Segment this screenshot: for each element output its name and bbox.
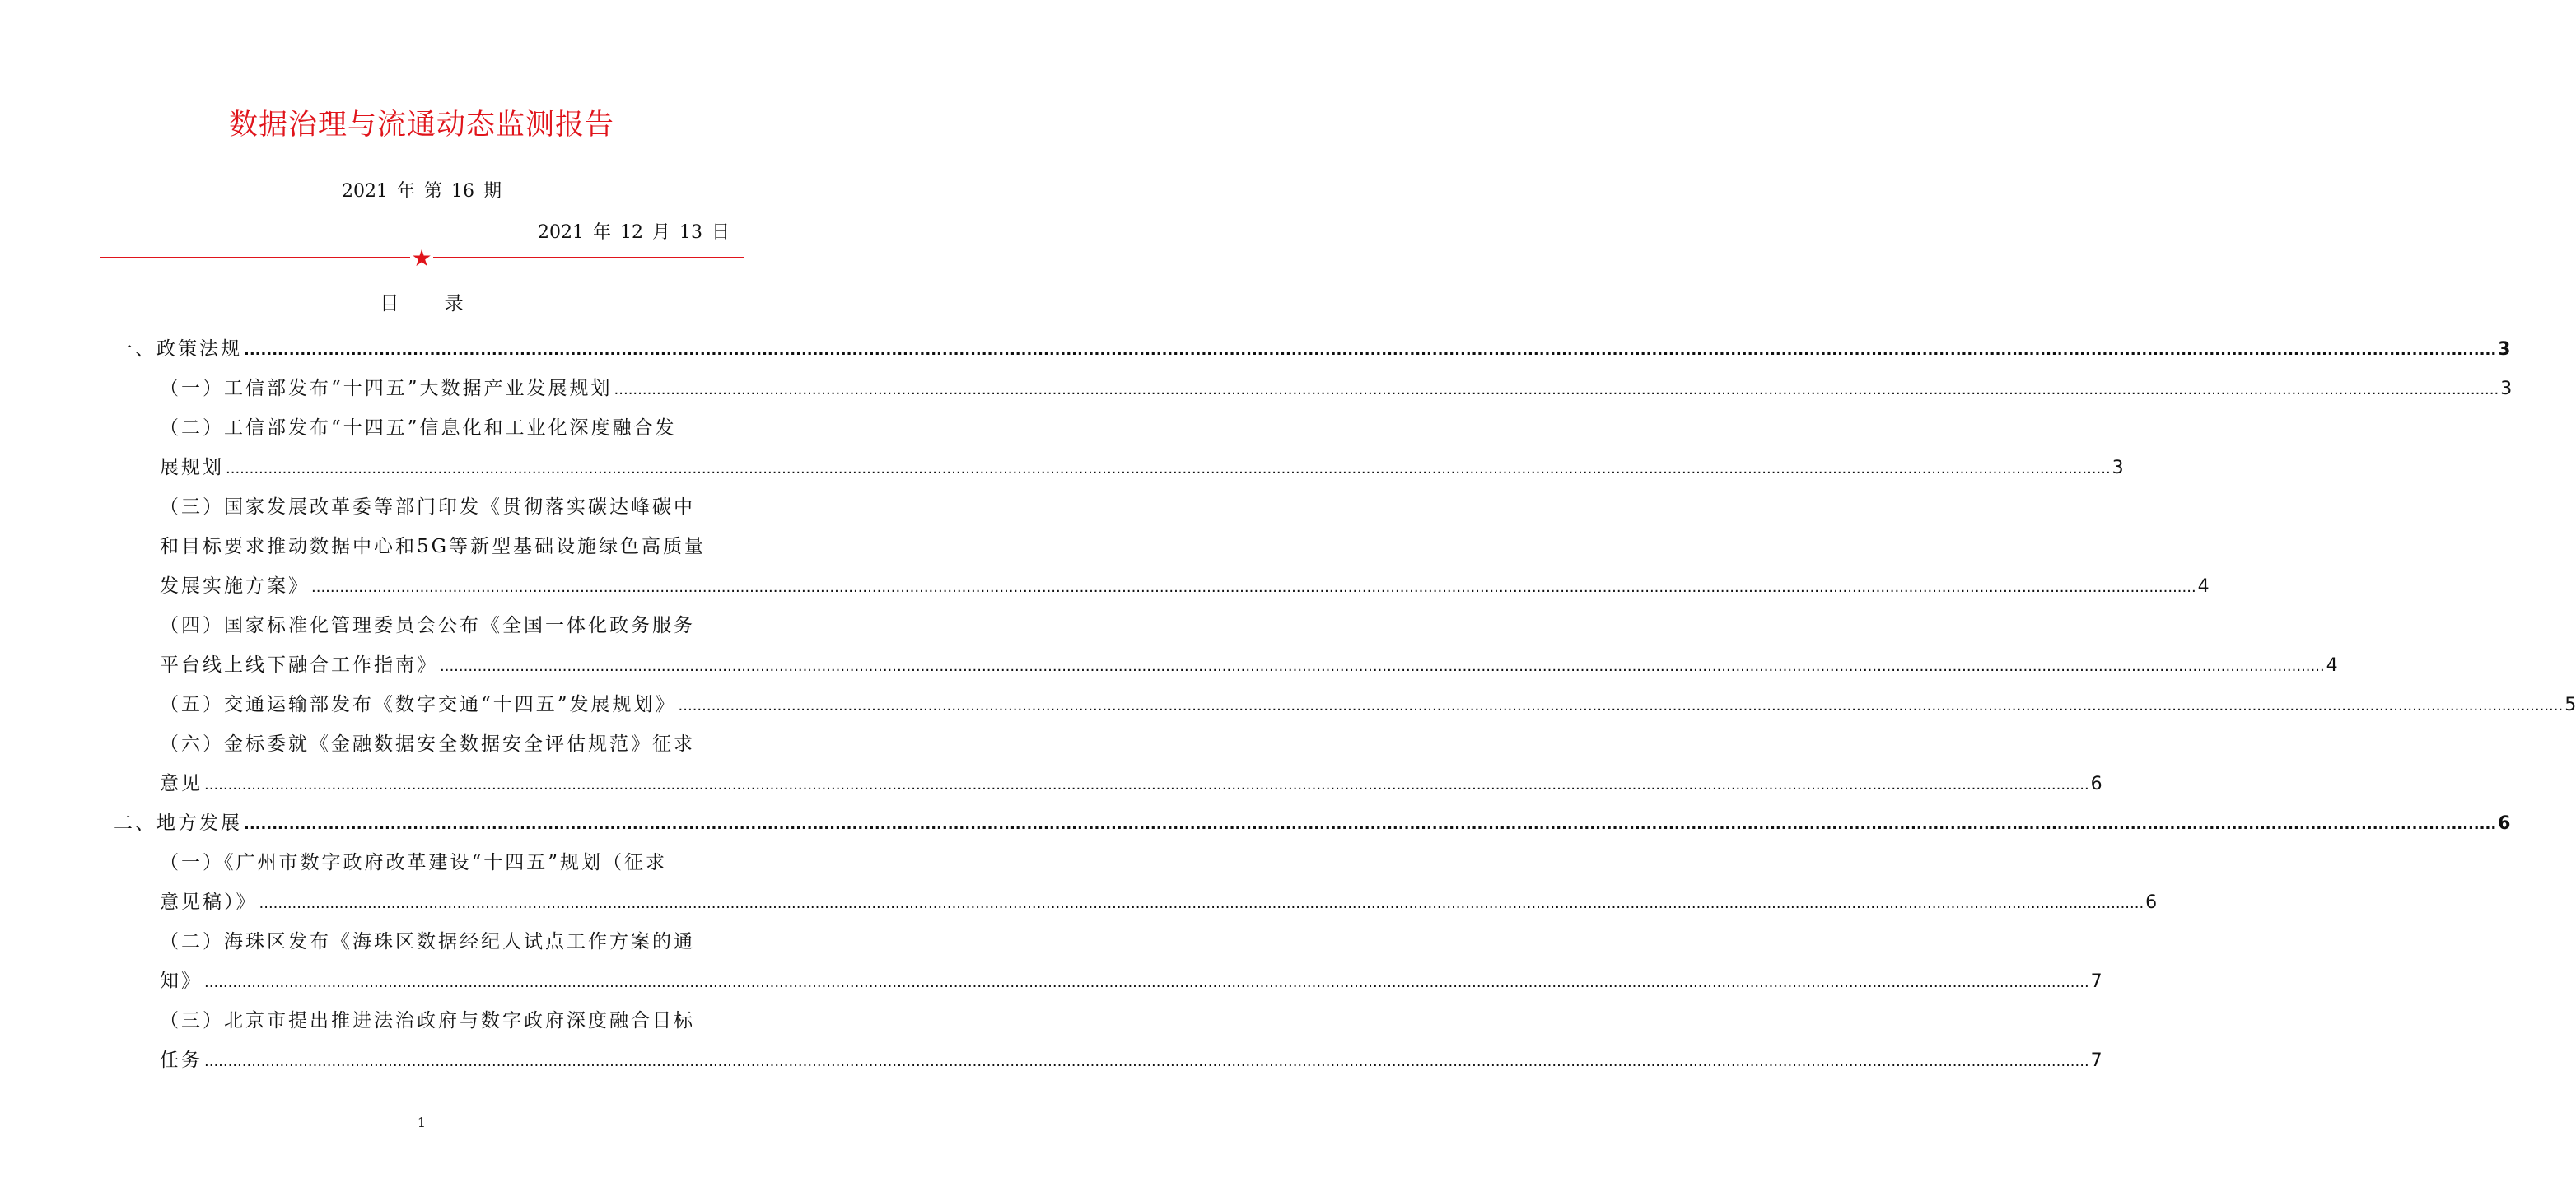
toc-entry[interactable] bbox=[160, 645, 2338, 685]
toc-entry-text: （五）交通运输部发布《数字交通“十四五”发展规划》 bbox=[160, 694, 677, 715]
toc-leader-dots: ................................................................................................................................................................................................................................................................................................................................................................................................................ bbox=[226, 460, 2111, 477]
toc-entry-text: （三）北京市提出推进法治政府与数字政府深度融合目标 bbox=[160, 1010, 695, 1031]
toc-entry-text: 意见稿）》 bbox=[160, 892, 258, 913]
toc-entry-text: 发展实施方案》 bbox=[160, 575, 310, 597]
toc-leader-dots: ................................................................................................................................................................................................................................................................................................................................................................................................................ bbox=[614, 381, 2499, 398]
toc-page-number: 3 bbox=[2112, 458, 2124, 478]
toc-entry-text: （二）海珠区发布《海珠区数据经纪人试点工作方案的通 bbox=[160, 931, 695, 952]
issue-number: 2021 年 第 16 期 bbox=[342, 181, 502, 202]
toc-entry[interactable] bbox=[160, 408, 733, 448]
toc-entry-text: （二）工信部发布“十四五”信息化和工业化深度融合发 bbox=[160, 417, 677, 439]
toc-section-number: 二、 bbox=[114, 813, 156, 834]
toc-entry[interactable] bbox=[160, 566, 2210, 606]
toc-entry-text: 展规划 bbox=[160, 457, 224, 478]
toc-page-number: 4 bbox=[2326, 655, 2338, 676]
report-title: 数据治理与流通动态监测报告 bbox=[228, 109, 614, 142]
toc-entry-text: 政策法规 bbox=[156, 338, 242, 360]
toc-leader-dots: ................................................................................................................................................................................................................................................................................................................................................................................................................ bbox=[678, 697, 2564, 715]
toc-entry[interactable] bbox=[160, 1041, 2102, 1080]
toc-heading: 目 录 bbox=[380, 293, 483, 314]
toc-page-number: 3 bbox=[2500, 379, 2513, 399]
toc-entry-text: （四）国家标准化管理委员会公布《全国一体化政务服务 bbox=[160, 615, 695, 636]
toc-section-entry[interactable] bbox=[114, 803, 2511, 843]
toc-page-number: 7 bbox=[2090, 971, 2102, 992]
toc-entry-text: 意见 bbox=[160, 773, 203, 794]
toc-entry[interactable] bbox=[160, 487, 733, 527]
toc-leader-dots: ................................................................................................................................................................................................................................................................................................................................................................................................................ bbox=[204, 1053, 2089, 1070]
toc-entry-text: 平台线上线下融合工作指南》 bbox=[160, 654, 438, 676]
toc-entry-text: 地方发展 bbox=[156, 813, 242, 834]
toc-leader-dots: ................................................................................................................................................................................................................................................................................................................................................................................................................ bbox=[244, 342, 2497, 359]
table-of-contents bbox=[114, 329, 2576, 1080]
toc-entry-text: （一）工信部发布“十四五”大数据产业发展规划 bbox=[160, 378, 613, 399]
toc-page-number: 7 bbox=[2090, 1050, 2102, 1071]
toc-page-number: 3 bbox=[2498, 339, 2511, 360]
toc-entry[interactable] bbox=[160, 448, 2124, 487]
toc-page-number: 4 bbox=[2197, 576, 2210, 597]
publish-date: 2021 年 12 月 13 日 bbox=[538, 222, 730, 243]
toc-entry-text: 任务 bbox=[160, 1050, 203, 1071]
toc-entry[interactable] bbox=[160, 685, 2576, 724]
toc-entry[interactable] bbox=[160, 962, 2102, 1001]
toc-leader-dots: ................................................................................................................................................................................................................................................................................................................................................................................................................ bbox=[259, 895, 2144, 912]
toc-leader-dots: ................................................................................................................................................................................................................................................................................................................................................................................................................ bbox=[244, 816, 2497, 833]
toc-entry[interactable] bbox=[160, 1001, 733, 1041]
toc-leader-dots: ................................................................................................................................................................................................................................................................................................................................................................................................................ bbox=[204, 974, 2089, 991]
page-number: 1 bbox=[417, 1115, 427, 1130]
toc-entry[interactable] bbox=[160, 606, 733, 645]
toc-page-number: 6 bbox=[2498, 813, 2511, 834]
toc-entry[interactable] bbox=[160, 922, 733, 962]
toc-entry-text: （三）国家发展改革委等部门印发《贯彻落实碳达峰碳中 bbox=[160, 496, 695, 518]
toc-entry-text: 和目标要求推动数据中心和5G等新型基础设施绿色高质量 bbox=[160, 536, 707, 557]
toc-entry-text: （一）《广州市数字政府改革建设“十四五”规划（征求 bbox=[160, 852, 668, 873]
toc-leader-dots: ................................................................................................................................................................................................................................................................................................................................................................................................................ bbox=[311, 579, 2196, 596]
toc-page-number: 6 bbox=[2145, 892, 2158, 913]
toc-entry[interactable] bbox=[160, 527, 733, 566]
toc-page-number: 5 bbox=[2564, 695, 2576, 715]
toc-entry[interactable] bbox=[160, 843, 733, 882]
toc-entry[interactable] bbox=[160, 764, 2102, 803]
toc-page-number: 6 bbox=[2090, 774, 2102, 794]
toc-entry[interactable] bbox=[160, 724, 733, 764]
toc-entry-text: （六）金标委就《金融数据安全数据安全评估规范》征求 bbox=[160, 733, 695, 755]
toc-leader-dots: ................................................................................................................................................................................................................................................................................................................................................................................................................ bbox=[204, 776, 2089, 794]
toc-section-entry[interactable] bbox=[114, 329, 2511, 369]
toc-leader-dots: ................................................................................................................................................................................................................................................................................................................................................................................................................ bbox=[440, 658, 2325, 675]
toc-entry-text: 知》 bbox=[160, 971, 203, 992]
star-icon: ★ bbox=[411, 244, 432, 272]
toc-entry[interactable] bbox=[160, 882, 2158, 922]
toc-section-number: 一、 bbox=[114, 338, 156, 360]
toc-entry[interactable] bbox=[160, 369, 2513, 408]
